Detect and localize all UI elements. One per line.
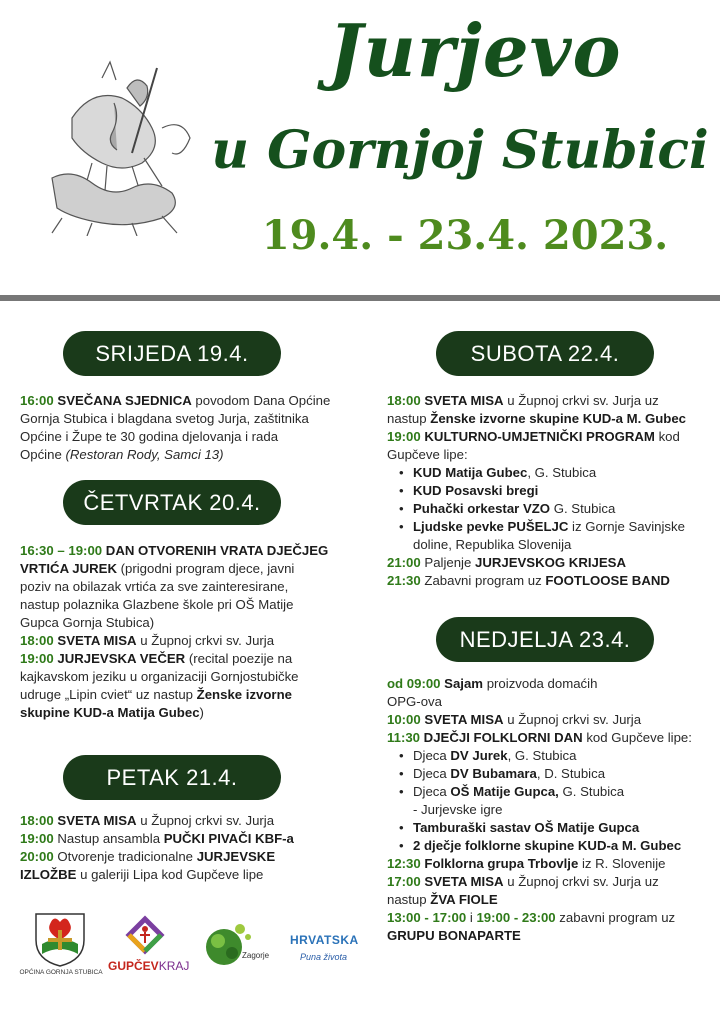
friday-program bbox=[20, 812, 294, 884]
day-heading-wednesday: SRIJEDA 19.4. bbox=[63, 331, 281, 376]
gupcev-kraj-text: GUPČEVKRAJ bbox=[108, 959, 190, 973]
sunday-performers-list bbox=[387, 747, 692, 855]
program-line: IZLOŽBE u galeriji Lipa kod Gupčeve lipe bbox=[20, 867, 264, 882]
list-item: • Djeca OŠ Matije Gupca, G. Stubica bbox=[397, 783, 692, 801]
program-line: 17:00 SVETA MISA u Župnoj crkvi sv. Jurja uz bbox=[387, 874, 659, 889]
thursday-program bbox=[20, 542, 328, 722]
list-item: • Tamburaški sastav OŠ Matije Gupca bbox=[397, 819, 692, 837]
program-line: Gornja Stubica i blagdana svetog Jurja, zaštitnika bbox=[20, 411, 309, 426]
title-line-2: u Gornjoj Stubici bbox=[211, 120, 709, 181]
program-line: Gupčeve lipe: bbox=[387, 447, 468, 462]
day-heading-friday: PETAK 21.4. bbox=[63, 755, 281, 800]
list-item: • KUD Matija Gubec, G. Stubica bbox=[397, 464, 686, 482]
program-line: nastup ŽVA FIOLE bbox=[387, 892, 498, 907]
program-line: 13:00 - 17:00 i 19:00 - 23:00 zabavni program uz bbox=[387, 910, 676, 925]
list-item: - Jurjevske igre bbox=[413, 802, 503, 817]
program-line: nastup polaznika Glazbene škole pri OŠ Matije bbox=[20, 597, 294, 612]
zagorje-text: Zagorje bbox=[242, 951, 270, 960]
program-line: 18:00 SVETA MISA u Župnoj crkvi sv. Jurja bbox=[20, 813, 275, 828]
program-line: 18:00 SVETA MISA u Župnoj crkvi sv. Jurja bbox=[20, 633, 275, 648]
program-line: poziv na obilazak vrtića za sve zainteresirane, bbox=[20, 579, 289, 594]
list-item: • Ljudske pevke PUŠELJC iz Gornje Savinjske bbox=[397, 518, 686, 536]
program-line: Gupca Gornja Stubica) bbox=[20, 615, 155, 630]
day-heading-thursday: ČETVRTAK 20.4. bbox=[63, 480, 281, 525]
saturday-performers-list bbox=[387, 464, 686, 554]
list-item: • Djeca DV Jurek, G. Stubica bbox=[397, 747, 692, 765]
program-line: 11:30 DJEČJI FOLKLORNI DAN kod Gupčeve lipe: bbox=[387, 730, 692, 745]
saturday-program bbox=[387, 392, 686, 590]
program-line: kajkavskom jeziku u organizaciji Gornjostubičke bbox=[20, 669, 299, 684]
program-line: 18:00 SVETA MISA u Župnoj crkvi sv. Jurja uz bbox=[387, 393, 659, 408]
program-line: 19:00 JURJEVSKA VEČER (recital poezije na bbox=[20, 651, 293, 666]
event-dates: 19.4. - 23.4. 2023. bbox=[261, 212, 669, 259]
program-line: nastup Ženske izvorne skupine KUD-a M. Gubec bbox=[387, 411, 687, 426]
program-line: 21:30 Zabavni program uz FOOTLOOSE BAND bbox=[387, 573, 670, 588]
program-line: 16:00 SVEČANA SJEDNICA povodom Dana Općine bbox=[20, 393, 331, 408]
program-line: Općine (Restoran Rody, Samci 13) bbox=[20, 447, 224, 462]
coat-of-arms-icon bbox=[32, 910, 88, 968]
program-line: 19:00 Nastup ansambla PUČKI PIVAČI KBF-a bbox=[20, 831, 294, 846]
list-item: • KUD Posavski bregi bbox=[397, 482, 686, 500]
program-line: Općine i Župe te 30 godina djelovanja i rada bbox=[20, 429, 279, 444]
puna-zivota-text: Puna života bbox=[300, 952, 348, 962]
hrvatska-text: HRVATSKA bbox=[290, 933, 359, 947]
gupcev-kraj-logo-icon bbox=[125, 915, 165, 955]
program-line: 12:30 Folklorna grupa Trbovlje iz R. Slovenije bbox=[387, 856, 666, 871]
title-line-1: Jurjevo bbox=[328, 8, 622, 93]
program-line: 21:00 Paljenje JURJEVSKOG KRIJESA bbox=[387, 555, 626, 570]
program-line: 20:00 Otvorenje tradicionalne JURJEVSKE bbox=[20, 849, 276, 864]
program-line: 19:00 KULTURNO-UMJETNIČKI PROGRAM kod bbox=[387, 429, 680, 444]
header-divider bbox=[0, 295, 720, 301]
list-item: • Djeca DV Bubamara, D. Stubica bbox=[397, 765, 692, 783]
day-heading-sunday: NEDJELJA 23.4. bbox=[436, 617, 654, 662]
list-item: • Puhački orkestar VZO G. Stubica bbox=[397, 500, 686, 518]
program-line: VRTIĆA JUREK (prigodni program djece, javni bbox=[20, 561, 295, 576]
program-line: od 09:00 Sajam proizvoda domaćih bbox=[387, 676, 598, 691]
header bbox=[0, 0, 720, 300]
program-line: 16:30 – 19:00 DAN OTVORENIH VRATA DJEČJEG bbox=[20, 543, 329, 558]
sponsor-logos bbox=[0, 905, 720, 1019]
st-george-statue-image bbox=[32, 58, 194, 236]
list-item: doline, Republika Slovenija bbox=[413, 537, 572, 552]
opcina-logo-text: OPĆINA GORNJA STUBICA bbox=[19, 969, 103, 976]
day-heading-saturday: SUBOTA 22.4. bbox=[436, 331, 654, 376]
program-line: OPG-ova bbox=[387, 694, 442, 709]
program-line: udruge „Lipin cviet“ uz nastup Ženske izvorne bbox=[20, 687, 292, 702]
program-line: skupine KUD-a Matija Gubec) bbox=[20, 705, 204, 720]
wednesday-program bbox=[20, 392, 330, 464]
program-line: GRUPU BONAPARTE bbox=[387, 928, 521, 943]
program-line: 10:00 SVETA MISA u Župnoj crkvi sv. Jurja bbox=[387, 712, 642, 727]
list-item: • 2 dječje folklorne skupine KUD-a M. Gubec bbox=[397, 837, 692, 855]
